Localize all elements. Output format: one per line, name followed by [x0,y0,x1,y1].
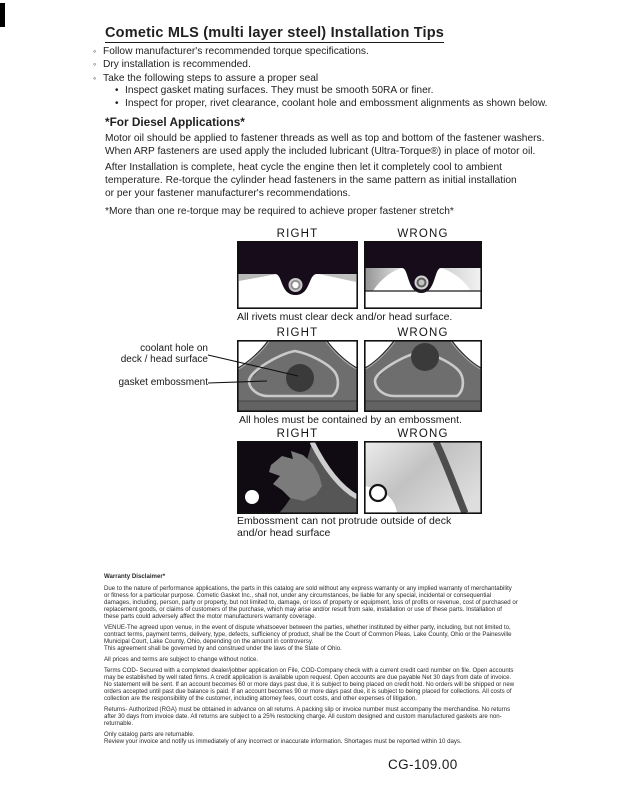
embossment-wrong-illustration [364,441,482,514]
rivet-caption: All rivets must clear deck and/or head surface. [237,311,453,323]
embossment-caption [237,516,451,539]
wrong-label: WRONG [397,228,449,240]
paragraph-line: After Installation is complete, heat cycle the engine then let it completely cool to ambient [105,162,502,173]
page-title: Cometic MLS (multi layer steel) Installation Tips [105,25,445,41]
wrong-label: WRONG [397,327,449,339]
bullet-text: Dry installation is recommended. [103,59,251,71]
scan-artifact-mark [0,3,5,27]
caption-line: and/or head surface [237,526,331,539]
diesel-paragraph-2 [105,161,517,200]
right-label: RIGHT [276,228,319,240]
paragraph-line: When ARP fasteners are used apply the included lubricant (Ultra-Torque®) in place of motor oil. [105,146,536,157]
bullet-item [93,45,547,58]
warranty-paragraph: Terms COD- Secured with a completed dealer/jobber application on File, COD-Company check with a current credit card number on file. Open accounts may be established by well rated firms. A credit application is available upon request. Open accounts are due payable Net 30 days from date of invoice. No statement will be sent. If an account becomes 60 or more days past due, it is subject to being placed on credit hold. No orders will be shipped or new orders accepted until past due balance is paid. If an account becomes 90 or more days past due, it is subject to being placed for collections. All costs of collection are the responsibility of the customer, including attorney fees, court costs, and other expenses of litigation. [104,667,515,702]
bullet-text: Follow manufacturer's recommended torque specifications. [103,46,369,57]
rivet-right-illustration [237,241,358,309]
embossment-right-illustration [237,441,358,514]
bullet-text: Inspect gasket mating surfaces. They must be smooth 50RA or finer. [125,85,434,97]
warranty-paragraph: This agreement shall be governed by and construed under the laws of the State of Ohio. [104,645,342,652]
warranty-paragraph: Only catalog parts are returnable. [104,731,195,738]
hole-caption: All holes must be contained by an embossment. [239,414,462,426]
open-circle-bullet-icon: ◦ [93,72,97,83]
dot-bullet-icon: • [115,85,119,97]
gasket-embossment-label: gasket embossment [118,377,208,388]
label-line: deck / head surface [120,354,208,365]
sub-bullet-item [115,85,547,97]
dot-bullet-icon: • [115,97,119,109]
right-label: RIGHT [276,327,319,339]
bullet-item [93,72,547,85]
leader-lines [205,346,305,391]
warranty-paragraph: All prices and terms are subject to change without notice. [104,656,259,663]
rivet-wrong-illustration [364,241,482,309]
hole-wrong-illustration [364,340,482,412]
right-label: RIGHT [276,428,319,440]
diagram-rivet-right [237,241,358,309]
paragraph-line: temperature. Re-torque the cylinder head fasteners in the same pattern as initial installation [105,175,517,186]
diesel-paragraph-1 [105,132,544,158]
diagram-rivet-wrong [364,241,482,309]
warranty-paragraph: Review your invoice and notify us immediately of any incorrect or inaccurate information. Shortages must be reported within 10 days. [104,738,462,745]
warranty-paragraph: VENUE-The agreed upon venue, in the event of dispute whatsoever between the parties, whether instituted by either party, including, but not limited to, contract terms, payment terms, delivery, type, defects, sufficiency of product, shall be the Court of Common Pleas, Lake County, Ohio or the Painesville Municipal Court, Lake County, Ohio, depending on the amount in controversy. [104,624,512,645]
open-circle-bullet-icon: ◦ [93,59,97,70]
open-circle-bullet-icon: ◦ [93,46,97,56]
diagram-embossment-right [237,441,358,514]
paragraph-line: or per your fastener manufacturer's recommendations. [105,188,351,199]
warranty-paragraph: Returns- Authorized (RGA) must be obtained in advance on all returns. A packing slip or invoice number must accompany the merchandise. No returns after 30 days from invoice date. All returns are subject to a 25% restocking charge. All custom designed and custom manufactured gaskets are non-returnable. [104,706,511,727]
wrong-label: WRONG [397,428,449,440]
diesel-section-heading: *For Diesel Applications* [105,115,245,129]
caption-line: Embossment can not protrude outside of deck [237,515,452,527]
sub-bullet-item [115,98,547,110]
warranty-heading: Warranty Disclaimer* [104,573,166,580]
tips-list [93,45,547,110]
diagram-hole-wrong [364,340,482,412]
warranty-paragraph: Due to the nature of performance applications, the parts in this catalog are sold without any express warranty or any implied warranty of merchantability or fitness for a particular purpose. Cometic Gasket Inc., shall not, under any circumstances, be liable for any special, incidental or consequential damages, including, person, party or property, but not limited to, damage, or loss of property or equipment, loss of profits or revenue, cost of purchased or replacement goods, or claims of customers of the purchase, which may arise and/or result from sale, installation or use of these parts. Installation of these parts could adversely affect the motor manufacturers warranty coverage. [104,585,518,620]
retorque-note: *More than one re-torque may be required to achieve proper fastener stretch* [105,206,454,217]
diagram-embossment-wrong [364,441,482,514]
bullet-item [93,58,547,71]
page-number: CG-109.00 [388,757,458,772]
paragraph-line: Motor oil should be applied to fastener threads as well as top and bottom of the fastener washers. [105,133,545,144]
label-line: coolant hole on [140,343,208,354]
bullet-text: Take the following steps to assure a proper seal [103,72,319,84]
coolant-hole-label [90,343,208,365]
bullet-text: Inspect for proper, rivet clearance, coolant hole and embossment alignments as shown below. [125,97,548,109]
warranty-section [104,573,518,749]
